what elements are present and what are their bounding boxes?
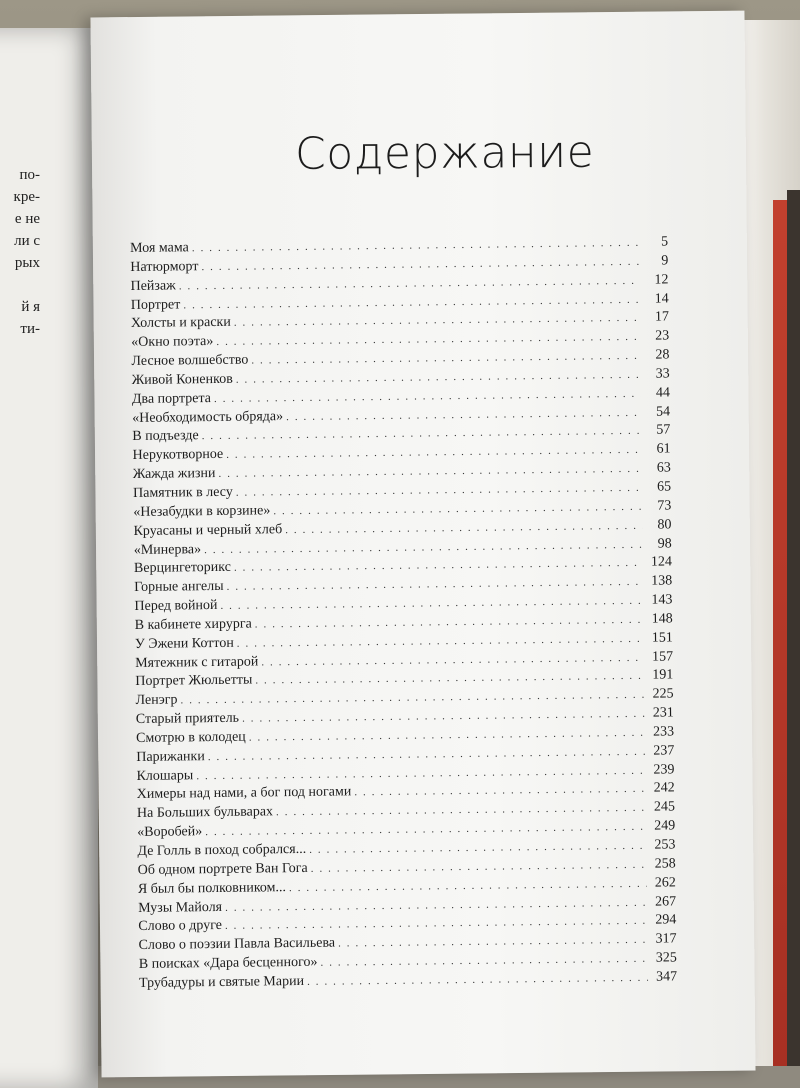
toc-entry-page: 258: [654, 856, 676, 872]
toc-entry-page: 28: [655, 347, 670, 363]
table-of-contents: [130, 234, 677, 994]
toc-leader-dots: [237, 632, 644, 649]
toc-leader-dots: [255, 670, 644, 687]
toc-entry-page: 242: [653, 780, 675, 797]
toc-leader-dots: [214, 388, 641, 405]
toc-entry-title: Два портрета: [131, 390, 212, 407]
toc-leader-dots: [338, 934, 648, 950]
toc-entry-page: 347: [655, 969, 678, 985]
toc-leader-dots: [354, 783, 646, 799]
book-cover-dark-stripe: [787, 190, 800, 1066]
toc-entry-page: 225: [652, 686, 674, 702]
toc-entry-title: Перед войной: [134, 597, 218, 615]
toc-entry-title: Старый приятель: [135, 710, 240, 728]
toc-leader-dots: [204, 538, 643, 555]
toc-leader-dots: [180, 689, 644, 707]
toc-leader-dots: [320, 953, 647, 969]
left-fragment: ли с: [14, 233, 40, 249]
toc-entry-title: Памятник в лесу: [132, 484, 233, 501]
toc-entry-page: 157: [652, 648, 674, 665]
toc-entry-title: Клошары: [136, 767, 194, 784]
toc-leader-dots: [234, 312, 640, 329]
toc-leader-dots: [273, 501, 642, 518]
toc-entry-page: 57: [656, 422, 671, 439]
toc-entry-title: Горные ангелы: [134, 579, 224, 596]
toc-entry-title: У Эжени Коттон: [134, 635, 234, 652]
toc-entry-title: Пейзаж: [130, 278, 176, 294]
book-cover-red-stripe: [773, 200, 787, 1066]
toc-entry-title: Трубадуры и святые Марии: [138, 973, 305, 991]
toc-entry-page: 98: [657, 535, 672, 552]
toc-leader-dots: [205, 821, 646, 838]
toc-entry-page: 73: [657, 498, 672, 514]
toc-leader-dots: [236, 369, 641, 386]
toc-leader-dots: [201, 256, 639, 273]
toc-leader-dots: [261, 651, 644, 668]
toc-leader-dots: [234, 557, 643, 574]
toc-leader-dots: [251, 350, 640, 367]
toc-entry-title: Парижанки: [136, 748, 205, 765]
toc-entry-page: 138: [651, 573, 673, 589]
toc-entry-title: «Окно поэта»: [131, 334, 214, 351]
toc-entry-page: 5: [660, 234, 669, 250]
toc-entry-page: 325: [655, 950, 677, 966]
toc-entry-page: 237: [653, 743, 675, 759]
toc-entry-title: Моя мама: [130, 240, 189, 256]
toc-leader-dots: [236, 482, 642, 499]
toc-entry-title: Круасаны и черный хлеб: [133, 521, 283, 539]
toc-entry-page: 294: [655, 912, 677, 929]
toc-entry-title: Ленэгр: [135, 692, 178, 709]
toc-leader-dots: [309, 840, 646, 856]
toc-entry-title: Живой Коненков: [131, 371, 233, 388]
toc-leader-dots: [311, 859, 647, 875]
toc-entry-title: «Минерва»: [133, 541, 202, 558]
toc-entry-title: «Незабудки в корзине»: [133, 503, 271, 520]
toc-entry-page: 9: [661, 253, 669, 269]
toc-entry-title: Слово о друге: [138, 918, 223, 935]
toc-entry-title: «Необходимость обряда»: [132, 408, 284, 426]
toc-entry-page: 54: [656, 404, 671, 420]
page-title: Содержание: [294, 126, 595, 180]
toc-leader-dots: [289, 877, 647, 893]
toc-entry-page: 151: [651, 630, 673, 646]
left-fragment: рых: [14, 255, 40, 271]
toc-entry-page: 63: [656, 460, 671, 476]
toc-entry-page: 61: [656, 441, 671, 457]
toc-entry-title: Лесное волшебство: [131, 352, 249, 370]
toc-entry-page: 143: [651, 592, 673, 608]
toc-entry-title: «Воробей»: [137, 824, 203, 841]
toc-entry-title: Смотрю в колодец: [135, 729, 246, 746]
toc-leader-dots: [225, 896, 647, 913]
toc-entry-page: 12: [654, 272, 669, 288]
left-fragment: ти-: [20, 321, 40, 337]
toc-leader-dots: [307, 972, 648, 988]
toc-leader-dots: [285, 519, 642, 535]
toc-entry-page: 245: [653, 799, 676, 815]
left-fragment: по-: [19, 167, 40, 183]
toc-entry-page: 231: [652, 705, 674, 721]
toc-leader-dots: [220, 595, 643, 612]
toc-entry-title: Холсты и краски: [130, 315, 231, 332]
left-fragment: е не: [14, 211, 40, 227]
toc-entry-page: 262: [654, 875, 676, 891]
toc-entry-page: 124: [650, 554, 673, 571]
toc-entry-title: Верцингеторикс: [133, 560, 231, 577]
toc-leader-dots: [286, 406, 641, 422]
toc-leader-dots: [179, 274, 640, 292]
toc-entry-title: В кабинете хирурга: [134, 616, 252, 633]
toc-entry-page: 317: [655, 931, 677, 947]
toc-leader-dots: [208, 746, 646, 763]
toc-entry-title: Химеры над нами, а бог под ногами: [136, 784, 352, 803]
toc-leader-dots: [227, 576, 644, 593]
left-fragment: [0, 274, 40, 296]
toc-entry-title: Нерукотворное: [132, 447, 224, 464]
left-page: [0, 28, 98, 1088]
toc-leader-dots: [225, 915, 648, 932]
toc-leader-dots: [202, 425, 642, 442]
toc-entry-page: 17: [654, 309, 670, 325]
toc-leader-dots: [192, 237, 639, 254]
toc-entry-title: Музы Майоля: [138, 899, 223, 916]
toc-entry-title: Об одном портрете Ван Гога: [137, 860, 308, 878]
toc-entry-page: 14: [654, 290, 669, 307]
toc-leader-dots: [242, 708, 645, 725]
toc-entry-page: 267: [655, 893, 677, 910]
toc-entry-page: 23: [655, 328, 670, 344]
toc-entry-title: На Больших бульварах: [136, 804, 274, 822]
toc-leader-dots: [255, 614, 644, 631]
toc-leader-dots: [249, 727, 645, 744]
toc-entry-title: Де Голль в поход собрался...: [137, 841, 307, 859]
toc-leader-dots: [276, 802, 646, 819]
toc-entry-page: 65: [656, 479, 672, 495]
toc-leader-dots: [183, 293, 640, 311]
toc-entry-page: 239: [653, 762, 675, 778]
toc-entry-page: 233: [652, 724, 675, 740]
toc-entry-title: Жажда жизни: [132, 466, 216, 483]
toc-entry-title: Портрет: [130, 296, 181, 313]
toc-entry-title: Натюрморт: [130, 259, 199, 275]
toc-leader-dots: [196, 764, 645, 781]
toc-entry-title: Я был бы полковником...: [137, 879, 287, 897]
toc-leader-dots: [226, 444, 642, 461]
toc-entry-page: 80: [657, 517, 672, 533]
toc-entry-page: 44: [655, 385, 670, 401]
toc-entry-title: Портрет Жюльетты: [135, 672, 253, 690]
left-page-text-fragments: [0, 164, 40, 340]
toc-leader-dots: [218, 463, 642, 480]
toc-entry-title: Слово о поэзии Павла Васильева: [138, 935, 336, 954]
toc-entry-title: Мятежник с гитарой: [135, 654, 259, 671]
toc-entry-page: 249: [654, 818, 676, 834]
toc-entry-page: 33: [655, 366, 670, 382]
left-fragment: й я: [21, 299, 40, 315]
toc-entry-page: 148: [651, 611, 673, 627]
toc-entry-page: 253: [654, 837, 676, 853]
toc-entry-page: 191: [652, 667, 674, 684]
toc-entry-title: В поисках «Дара бесценного»: [138, 954, 318, 973]
left-fragment: кре-: [13, 189, 40, 205]
toc-entry-title: В подъезде: [132, 428, 199, 445]
toc-leader-dots: [216, 331, 640, 348]
